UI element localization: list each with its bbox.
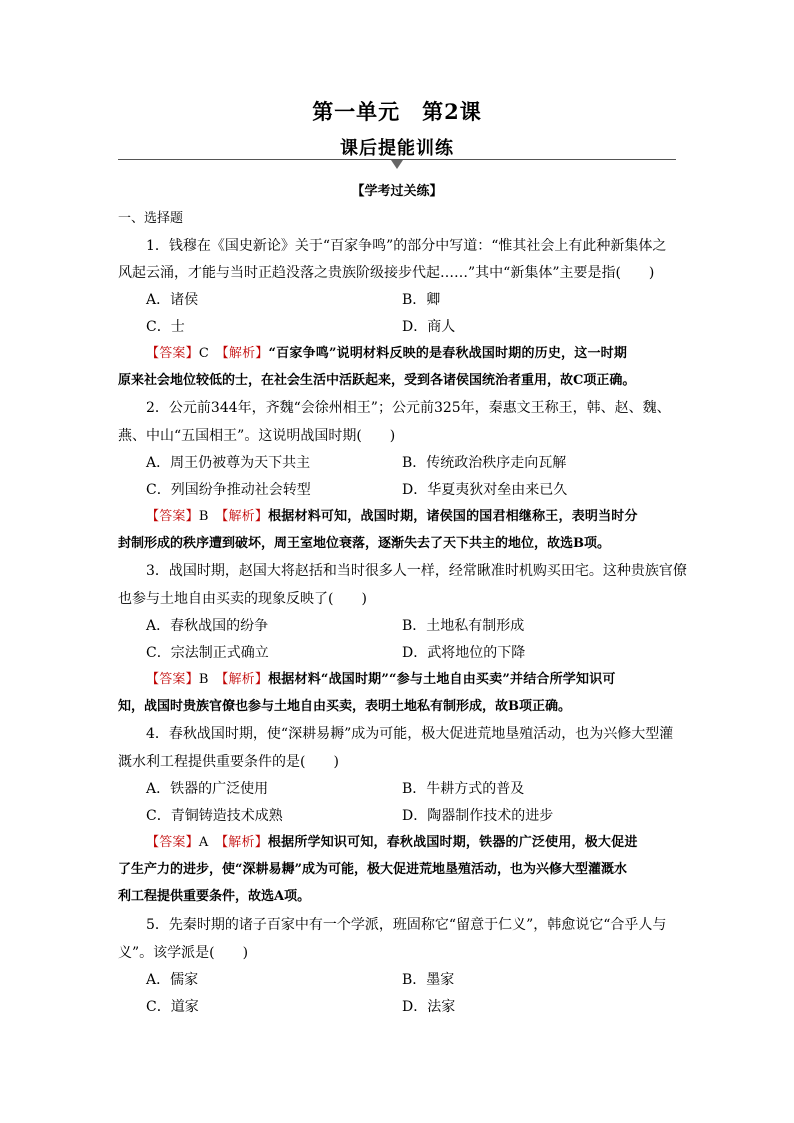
question-4-option-a: A．铁器的广泛使用 (146, 781, 269, 797)
answer-label: 【答案】 (146, 509, 199, 524)
question-1-stem-line-1: 1．钱穆在《国史新论》关于“百家争鸣”的部分中写道：“惟其社会上有此种新集体之 (146, 238, 667, 254)
analysis-label: 【解析】 (221, 509, 269, 524)
analysis-label: 【解析】 (222, 346, 269, 361)
answer-value: A (198, 835, 209, 850)
question-3-stem-line-1: 3．战国时期，赵国大将赵括和当时很多人一样，经常瞅准时机购买田宅。这种贵族官僚 (146, 563, 687, 579)
analysis-label: 【解析】 (221, 672, 269, 687)
question-4-analysis-line-3: 利工程提供重要条件，故选A项。 (118, 889, 311, 904)
question-5-option-b: B．墨家 (402, 972, 455, 988)
question-3-option-b: B．土地私有制形成 (402, 618, 525, 634)
question-1-option-b: B．卿 (402, 292, 441, 308)
analysis-text: 根据材料可知，战国时期，诸侯国的国君相继称王，表明当时分 (268, 509, 638, 524)
answer-label: 【答案】 (146, 672, 199, 687)
question-5-option-c: C．道家 (146, 999, 199, 1015)
question-3-option-d: D．武将地位的下降 (402, 645, 526, 661)
question-1-analysis-line-2: 原来社会地位较低的士，在社会生活中活跃起来，受到各诸侯国统治者重用，故C项正确。 (118, 373, 636, 388)
question-2-option-d: D．华夏夷狄对垒由来已久 (402, 482, 568, 498)
question-5-stem-line-1: 5．先秦时期的诸子百家中有一个学派，班固称它“留意于仁义”，韩愈说它“合乎人与 (146, 917, 667, 933)
question-1-option-c: C．士 (146, 319, 185, 335)
question-4-option-b: B．牛耕方式的普及 (402, 781, 525, 797)
question-2-option-a: A．周王仍被尊为天下共主 (146, 455, 311, 471)
analysis-text: 根据所学知识可知，春秋战国时期，铁器的广泛使用，极大促进 (267, 835, 638, 850)
question-5-option-d: D．法家 (402, 999, 456, 1015)
answer-label: 【答案】 (146, 835, 199, 850)
question-3-analysis-line-2: 知，战国时贵族官僚也参与土地自由买卖，表明土地私有制形成，故B项正确。 (118, 699, 571, 714)
answer-label: 【答案】 (146, 346, 199, 361)
answer-value: B (198, 672, 209, 687)
question-3-stem-line-2: 也参与土地自由买卖的现象反映了( ) (118, 591, 367, 607)
section-heading: 一、选择题 (118, 211, 184, 226)
question-4-stem-line-2: 溉水利工程提供重要条件的是( ) (118, 754, 339, 770)
question-5-stem-line-2: 义”。该学派是( ) (118, 945, 249, 961)
analysis-text: “百家争鸣”说明材料反映的是春秋战国时期的历史，这一时期 (268, 346, 628, 361)
question-5-option-a: A．儒家 (146, 972, 199, 988)
question-3-option-a: A．春秋战国的纷争 (146, 618, 269, 634)
question-2-answer-line-1 (118, 507, 638, 527)
analysis-text: 根据材料“战国时期”“参与土地自由买卖”并结合所学知识可 (268, 672, 616, 687)
question-2-stem-line-1: 2．公元前344年，齐魏“会徐州相王”；公元前325年，秦惠文王称王，韩、赵、魏、 (146, 400, 671, 416)
question-1-answer-line-1 (118, 344, 627, 364)
question-2-option-c: C．列国纷争推动社会转型 (146, 482, 311, 498)
page-subtitle: 课后提能训练 (340, 138, 454, 159)
analysis-label: 【解析】 (221, 835, 268, 850)
question-2-stem-line-2: 燕、中山“五国相王”。这说明战国时期( ) (118, 428, 396, 444)
question-4-option-c: C．青铜铸造技术成熟 (146, 808, 283, 824)
question-4-option-d: D．陶器制作技术的进步 (402, 808, 554, 824)
divider-triangle-icon (391, 160, 403, 169)
page-title: 第一单元 第2课 (312, 99, 482, 124)
question-1-option-d: D．商人 (402, 319, 456, 335)
section-tag: 【学考过关练】 (351, 184, 443, 199)
answer-value: B (198, 509, 209, 524)
question-1-option-a: A．诸侯 (146, 292, 199, 308)
answer-value: C (198, 346, 209, 361)
question-3-answer-line-1 (118, 670, 616, 690)
question-2-option-b: B．传统政治秩序走向瓦解 (402, 455, 567, 471)
question-4-stem-line-1: 4．春秋战国时期，使“深耕易耨”成为可能，极大促进荒地垦殖活动，也为兴修大型灌 (146, 726, 674, 742)
question-3-option-c: C．宗法制正式确立 (146, 645, 269, 661)
question-4-answer-line-1 (118, 833, 638, 853)
question-2-analysis-line-2: 封制形成的秩序遭到破坏，周王室地位衰落，逐渐失去了天下共主的地位，故选B项。 (118, 536, 610, 551)
question-4-analysis-line-2: 了生产力的进步，使“深耕易耨”成为可能，极大促进荒地垦殖活动，也为兴修大型灌溉水 (118, 862, 627, 877)
question-1-stem-line-2: 风起云涌，才能与当时正趋没落之贵族阶级接步代起……”其中“新集体”主要是指( ) (118, 265, 655, 281)
